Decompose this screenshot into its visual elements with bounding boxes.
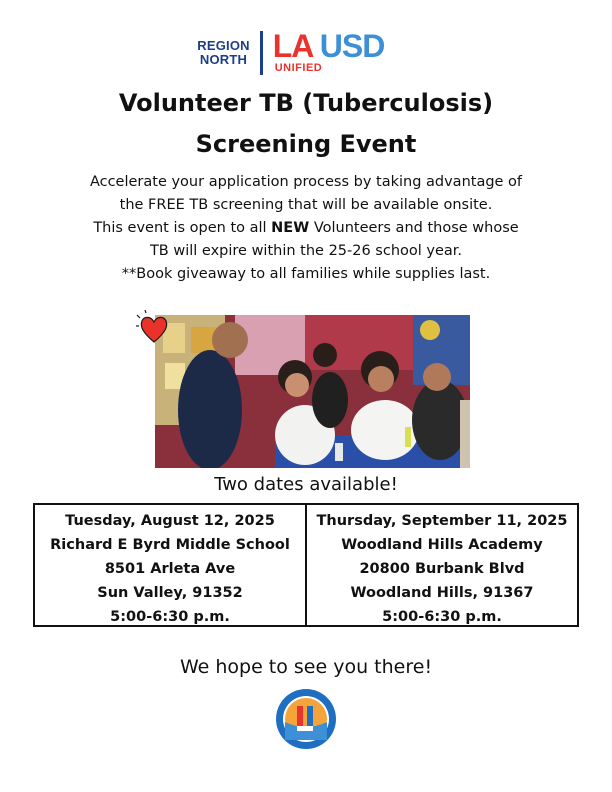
event-photo-illustration	[155, 315, 470, 468]
event1-time: 5:00-6:30 p.m.	[110, 609, 230, 625]
intro-line3-bold: NEW	[271, 220, 310, 236]
event1-address: 8501 Arleta Ave	[104, 561, 236, 577]
intro-line1: Accelerate your application process by taking advantage of	[89, 174, 523, 190]
heart-icon	[136, 310, 172, 346]
event2-address: 20800 Burbank Blvd	[359, 561, 525, 577]
region-north-logo	[197, 39, 249, 67]
region-line2: NORTH	[199, 52, 248, 67]
event2-city: Woodland Hills, 91367	[350, 585, 534, 601]
event1-school: Richard E Byrd Middle School	[50, 537, 290, 553]
lausd-logo-unified: UNIFIED	[274, 62, 323, 74]
intro-line2: the FREE TB screening that will be available onsite.	[119, 197, 493, 213]
lausd-seal-icon	[275, 688, 337, 750]
region-line1: REGION	[197, 38, 250, 53]
intro-line5: **Book giveaway to all families while supplies last.	[121, 266, 491, 282]
event2-date: Thursday, September 11, 2025	[316, 513, 568, 529]
event2-school: Woodland Hills Academy	[341, 537, 543, 553]
event2-time: 5:00-6:30 p.m.	[382, 609, 502, 625]
dates-label: Two dates available!	[214, 474, 398, 495]
intro-line4: TB will expire within the 25-26 school year.	[149, 243, 463, 259]
page-title-line2: Screening Event	[195, 130, 417, 158]
dates-table	[33, 503, 579, 627]
event-photo	[155, 315, 470, 468]
lausd-logo	[273, 30, 415, 76]
intro-line3-before: This event is open to all	[93, 220, 272, 236]
intro-text	[40, 171, 572, 286]
intro-line3-after: Volunteers and those whose	[309, 220, 519, 236]
header-logos	[0, 30, 612, 76]
event-column-2	[305, 505, 577, 625]
page-title-line1: Volunteer TB (Tuberculosis)	[118, 89, 494, 117]
event1-city: Sun Valley, 91352	[97, 585, 243, 601]
intro-line3	[40, 217, 572, 240]
closing-text: We hope to see you there!	[179, 656, 433, 678]
event1-date: Tuesday, August 12, 2025	[65, 513, 275, 529]
event-column-1	[35, 505, 305, 625]
lausd-logo-usd: USD	[319, 28, 385, 64]
logo-divider	[260, 31, 263, 75]
lausd-logo-la: LA	[272, 28, 314, 64]
